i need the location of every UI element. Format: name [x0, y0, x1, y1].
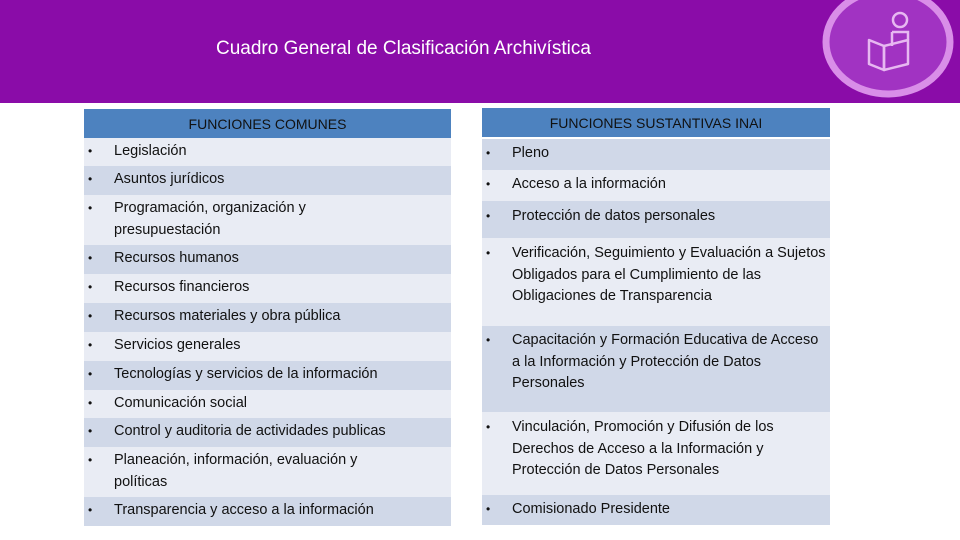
- header-funciones-comunes: FUNCIONES COMUNES: [84, 109, 451, 138]
- list-item-label: Capacitación y Formación Educativa de Acceso a la Información y Protección de Datos Personales: [512, 332, 819, 391]
- list-item-label: Legislación: [114, 143, 187, 159]
- list-item-label: Programación, organización y presupuestación: [114, 200, 306, 238]
- list-item: [84, 390, 451, 418]
- bullet: •: [486, 209, 491, 223]
- list-item: [482, 170, 830, 201]
- list-item: [84, 245, 451, 274]
- list-item-label: Recursos financieros: [114, 279, 250, 295]
- list-item-label: Vinculación, Promoción y Difusión de los Derechos de Acceso a la Información y Protección de Datos Personales: [512, 419, 774, 478]
- list-item-label: Recursos humanos: [114, 250, 239, 266]
- list-item: [84, 303, 451, 332]
- bullet: •: [88, 338, 93, 352]
- bullet: •: [88, 367, 93, 381]
- list-item-label: Transparencia y acceso a la información: [114, 502, 374, 518]
- bullet: •: [88, 424, 93, 438]
- bullet: •: [486, 502, 491, 516]
- list-item-label: Comunicación social: [114, 395, 247, 411]
- title-banner: [0, 0, 960, 103]
- list-item: [482, 139, 830, 170]
- bullet: •: [88, 309, 93, 323]
- list-item: [482, 238, 830, 326]
- bullet: •: [88, 201, 93, 215]
- list-item: [482, 412, 830, 495]
- bullet: •: [88, 503, 93, 517]
- list-item-label: Verificación, Seguimiento y Evaluación a Sujetos Obligados para el Cumplimiento de las Obligaciones de Transparencia: [512, 245, 826, 304]
- bullet: •: [88, 280, 93, 294]
- header-funciones-sustantivas: FUNCIONES SUSTANTIVAS INAI: [482, 108, 830, 137]
- list-item: [84, 332, 451, 361]
- bullet: •: [486, 177, 491, 191]
- list-item: [482, 201, 830, 238]
- list-item: [482, 326, 830, 412]
- list-item-label: Planeación, información, evaluación y políticas: [114, 452, 358, 490]
- list-item: [84, 447, 451, 497]
- list-item: [84, 138, 451, 166]
- list-item-label: Acceso a la información: [512, 176, 666, 192]
- list-item: [84, 166, 451, 195]
- bullet: •: [486, 246, 491, 260]
- list-item: [84, 497, 451, 526]
- list-item-label: Pleno: [512, 145, 550, 161]
- page-title: Cuadro General de Clasificación Archivística: [216, 38, 591, 59]
- bullet: •: [88, 453, 93, 467]
- list-item-label: Tecnologías y servicios de la información: [114, 366, 378, 382]
- bullet: •: [486, 333, 491, 347]
- bullet: •: [88, 144, 93, 158]
- list-item-label: Protección de datos personales: [512, 208, 716, 224]
- person-book-icon: [812, 0, 960, 106]
- list-item-label: Comisionado Presidente: [512, 501, 670, 517]
- list-item: [84, 418, 451, 447]
- bullet: •: [88, 251, 93, 265]
- list-item: [84, 361, 451, 390]
- list-item: [84, 274, 451, 303]
- list-item-label: Recursos materiales y obra pública: [114, 308, 341, 324]
- bullet: •: [486, 146, 491, 160]
- bullet: •: [88, 172, 93, 186]
- list-item: [84, 195, 451, 245]
- list-item-label: Asuntos jurídicos: [114, 171, 225, 187]
- bullet: •: [486, 420, 491, 434]
- bullet: •: [88, 396, 93, 410]
- list-item-label: Servicios generales: [114, 337, 241, 353]
- list-item: [482, 495, 830, 525]
- list-item-label: Control y auditoria de actividades publicas: [114, 423, 386, 439]
